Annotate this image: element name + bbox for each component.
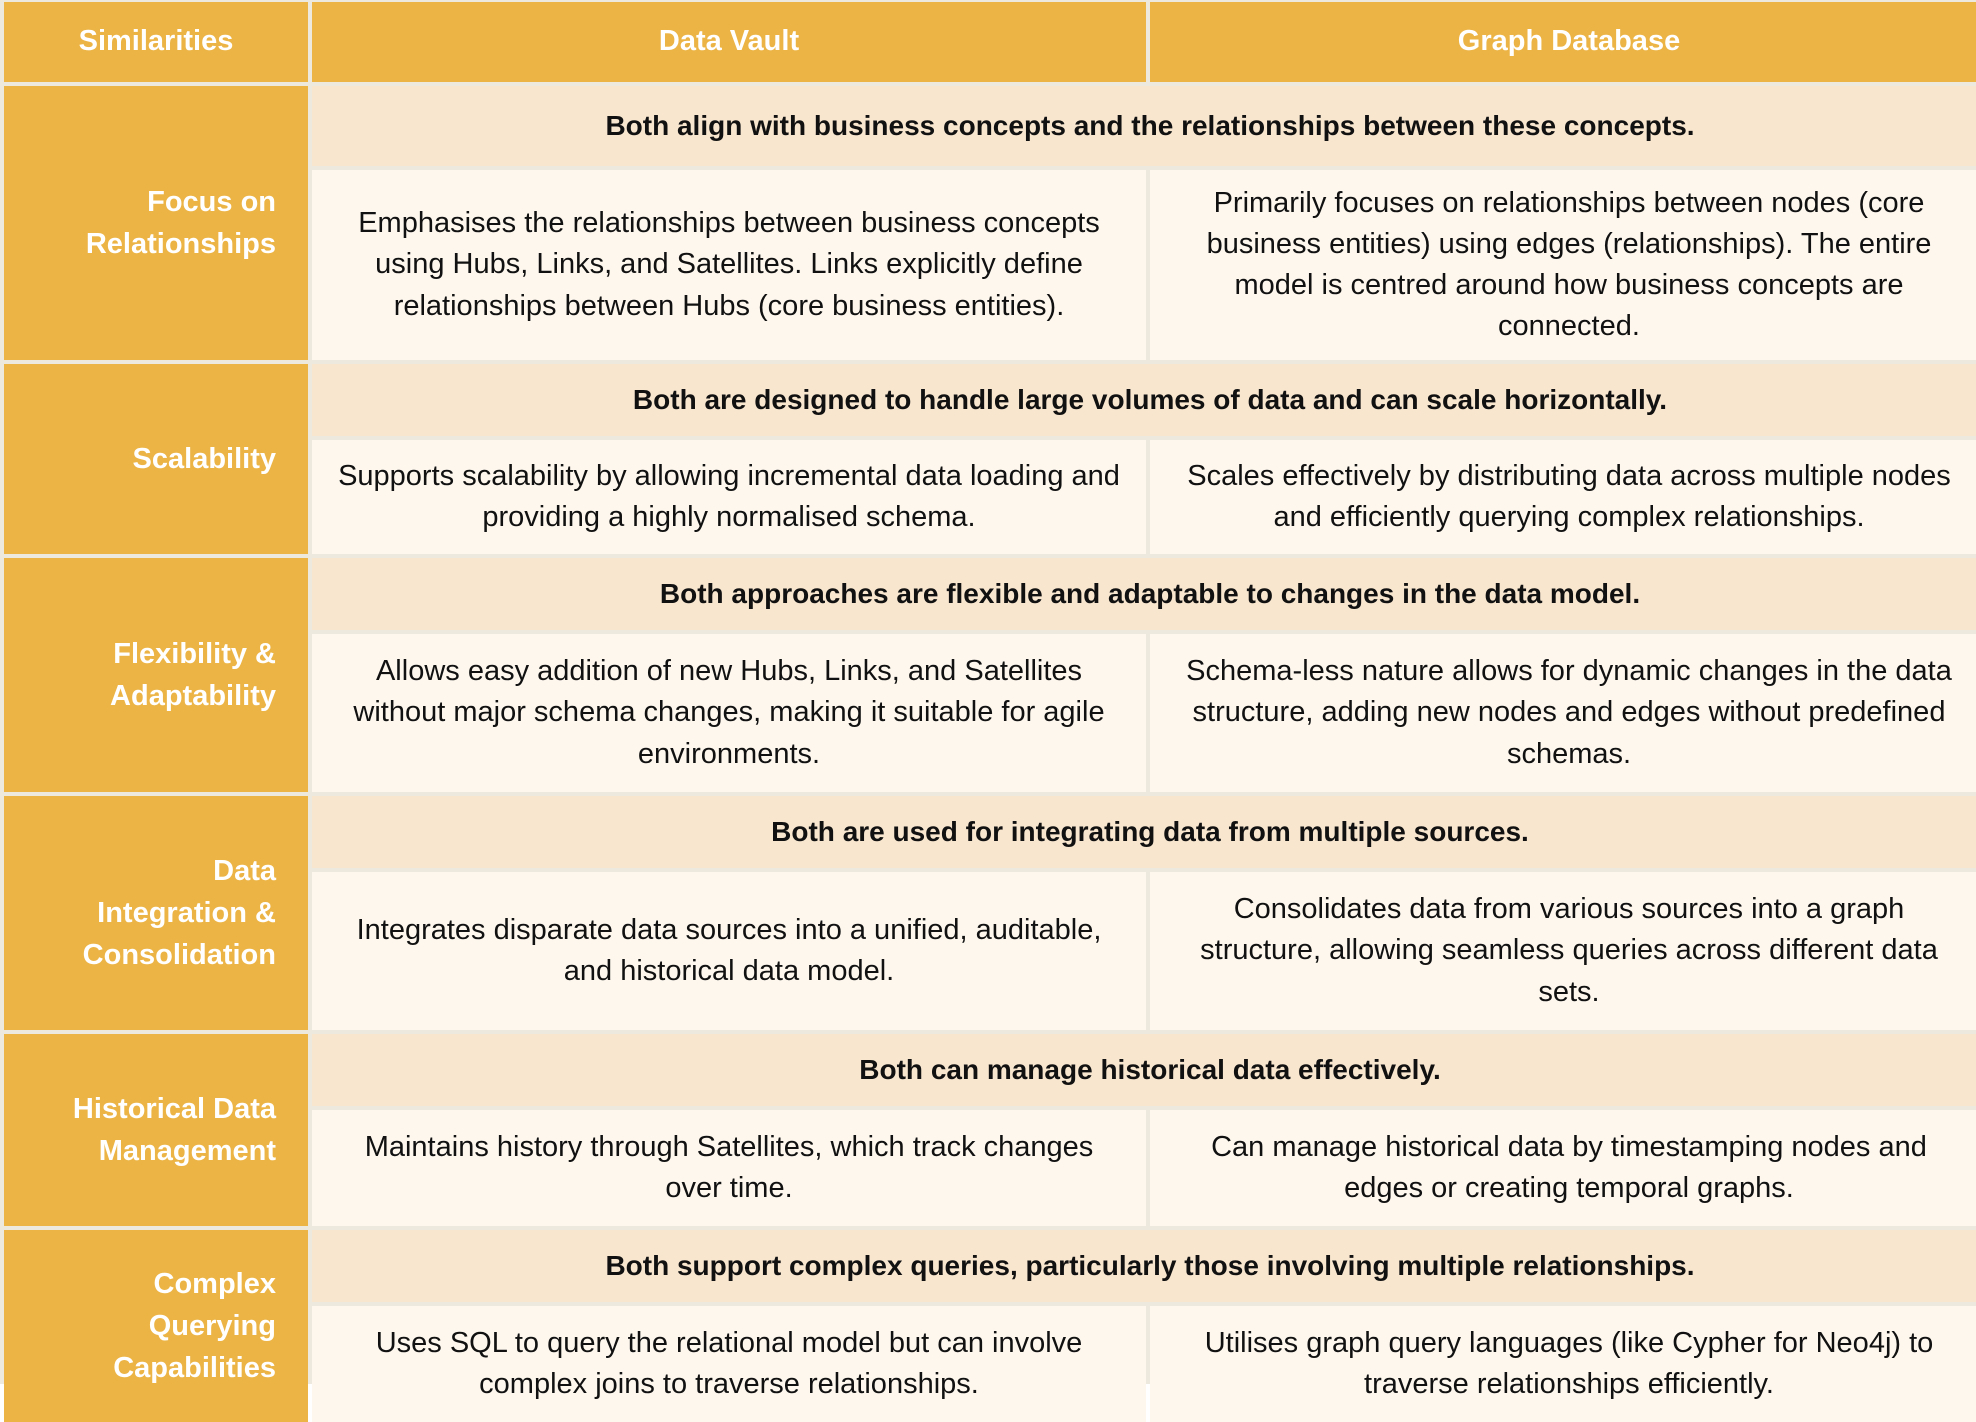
similarity-label-text: Flexibility & Adaptability bbox=[110, 637, 276, 712]
graph-database-description: Schema-less nature allows for dynamic changes in the data structure, adding new nodes and edges without predefined schemas. bbox=[1150, 634, 1976, 792]
row-summary: Both can manage historical data effectively. bbox=[312, 1034, 1976, 1106]
similarity-label bbox=[4, 364, 308, 554]
row-summary: Both align with business concepts and the relationships between these concepts. bbox=[312, 86, 1976, 166]
similarity-label-text: Historical Data Management bbox=[72, 1092, 276, 1167]
data-vault-description: Integrates disparate data sources into a unified, auditable, and historical data model. bbox=[312, 872, 1146, 1030]
similarity-label bbox=[4, 1230, 308, 1422]
data-vault-description: Uses SQL to query the relational model but can involve complex joins to traverse relationships. bbox=[312, 1306, 1146, 1422]
graph-database-description: Can manage historical data by timestamping nodes and edges or creating temporal graphs. bbox=[1150, 1110, 1976, 1226]
row-summary: Both approaches are flexible and adaptable to changes in the data model. bbox=[312, 558, 1976, 630]
similarity-label bbox=[4, 796, 308, 1030]
similarity-label-text: Scalability bbox=[132, 442, 276, 475]
graph-database-description: Primarily focuses on relationships between nodes (core business entities) using edges (relationships). The entire model is centred around how business concepts are connected. bbox=[1150, 170, 1976, 360]
similarity-label-text: Complex Querying Capabilities bbox=[113, 1267, 276, 1385]
similarity-label bbox=[4, 86, 308, 360]
data-vault-description: Supports scalability by allowing incremental data loading and providing a highly normalised schema. bbox=[312, 440, 1146, 554]
graph-database-description: Consolidates data from various sources into a graph structure, allowing seamless queries across different data sets. bbox=[1150, 872, 1976, 1030]
graph-database-description: Utilises graph query languages (like Cypher for Neo4j) to traverse relationships efficiently. bbox=[1150, 1306, 1976, 1422]
header-data-vault: Data Vault bbox=[312, 2, 1146, 82]
header-graph-database: Graph Database bbox=[1150, 2, 1976, 82]
similarity-label bbox=[4, 1034, 308, 1226]
data-vault-description: Allows easy addition of new Hubs, Links, and Satellites without major schema changes, making it suitable for agile environments. bbox=[312, 634, 1146, 792]
data-vault-description: Emphasises the relationships between business concepts using Hubs, Links, and Satellites. Links explicitly define relationships between Hubs (core business entities). bbox=[312, 170, 1146, 360]
data-vault-description: Maintains history through Satellites, which track changes over time. bbox=[312, 1110, 1146, 1226]
graph-database-description: Scales effectively by distributing data across multiple nodes and efficiently querying complex relationships. bbox=[1150, 440, 1976, 554]
row-summary: Both are used for integrating data from multiple sources. bbox=[312, 796, 1976, 868]
similarity-label-text: Focus on Relationships bbox=[85, 185, 276, 260]
similarity-label-text: Data Integration & Consolidation bbox=[82, 854, 276, 972]
header-similarities: Similarities bbox=[4, 2, 308, 82]
row-summary: Both support complex queries, particularly those involving multiple relationships. bbox=[312, 1230, 1976, 1302]
row-summary: Both are designed to handle large volumes of data and can scale horizontally. bbox=[312, 364, 1976, 436]
similarity-label bbox=[4, 558, 308, 792]
